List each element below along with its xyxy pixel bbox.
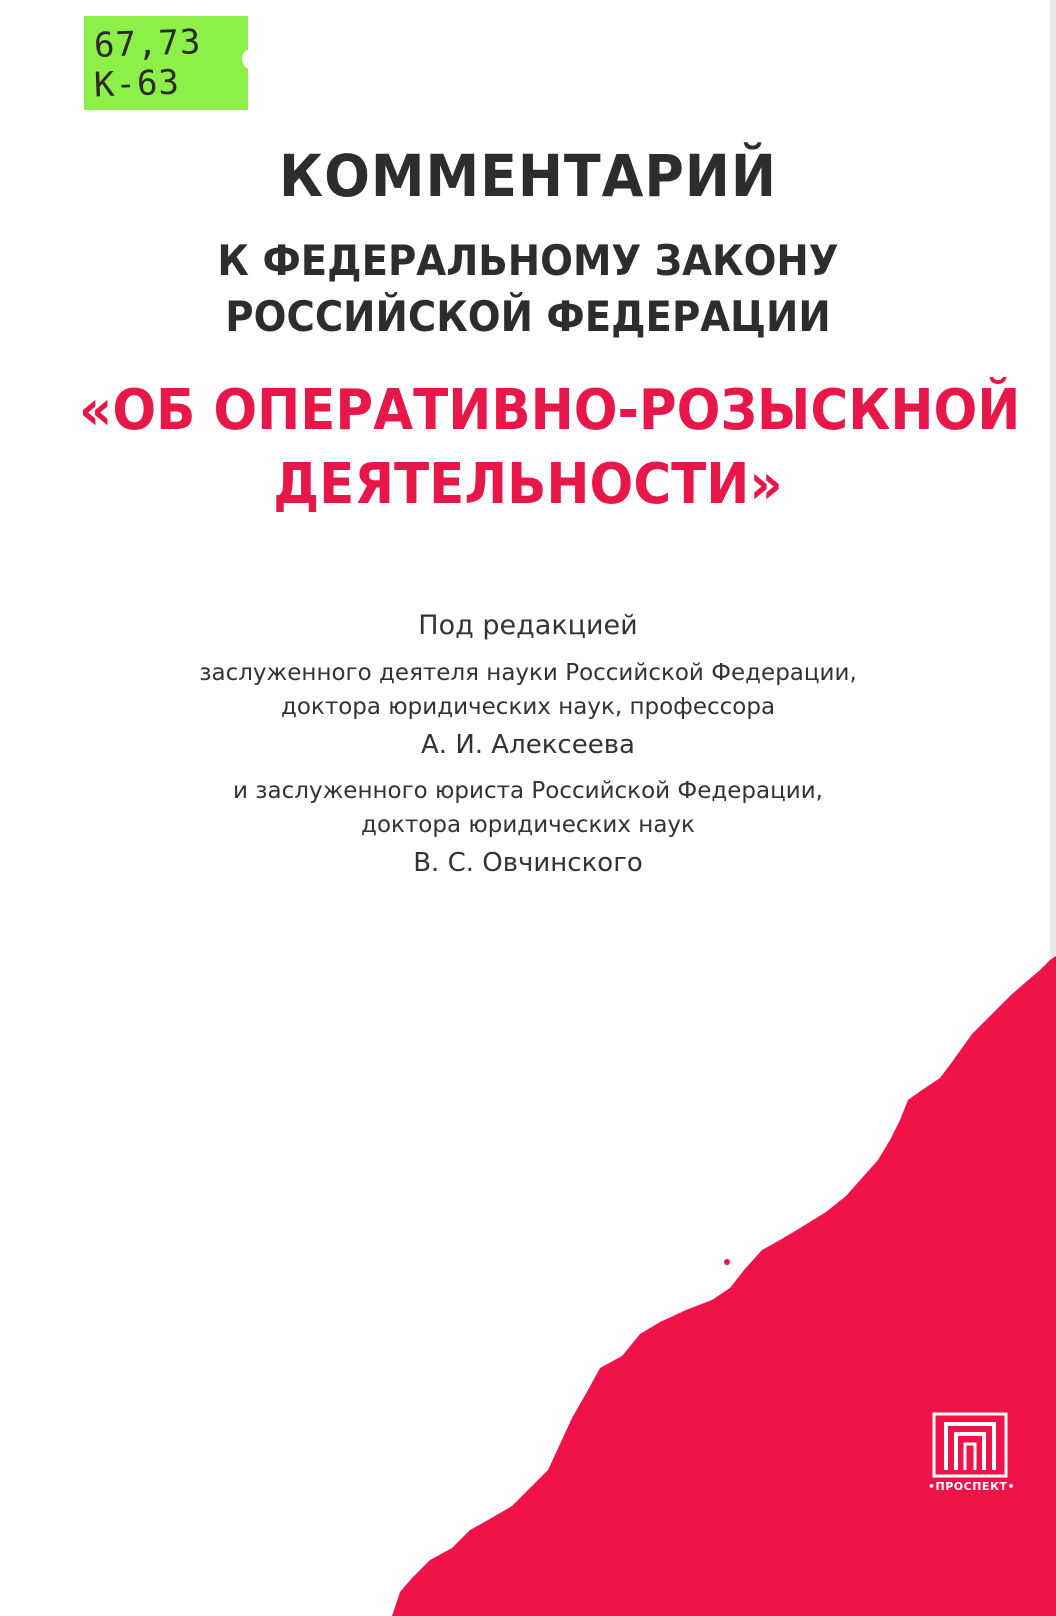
editor1-title-line-1: заслуженного деятеля науки Российской Федерации,: [199, 660, 857, 686]
editor1-name: А. И. Алексеева: [421, 730, 635, 760]
subtitle-line-1: К ФЕДЕРАЛЬНОМУ ЗАКОНУ: [217, 236, 839, 285]
sticker-author-mark: K-63: [93, 62, 181, 106]
editors-heading: Под редакцией: [418, 610, 638, 641]
sticker-classification: 67,73: [93, 22, 203, 66]
editor2-title-line-2: доктора юридических наук: [361, 812, 695, 838]
main-title: КОММЕНТАРИЙ: [279, 142, 777, 210]
editor2-name: В. С. Овчинского: [413, 848, 643, 878]
editor1-title-line-2: доктора юридических наук, профессора: [280, 694, 776, 720]
publisher-name: •ПРОСПЕКТ•: [928, 1480, 1015, 1493]
law-title-line-1: «ОБ ОПЕРАТИВНО-РОЗЫСКНОЙ: [79, 378, 1021, 443]
editor2-title-line-1: и заслуженного юриста Российской Федерации,: [233, 778, 823, 804]
law-title-line-2: ДЕЯТЕЛЬНОСТИ»: [273, 452, 783, 517]
subtitle-line-2: РОССИЙСКОЙ ФЕДЕРАЦИИ: [225, 292, 831, 341]
